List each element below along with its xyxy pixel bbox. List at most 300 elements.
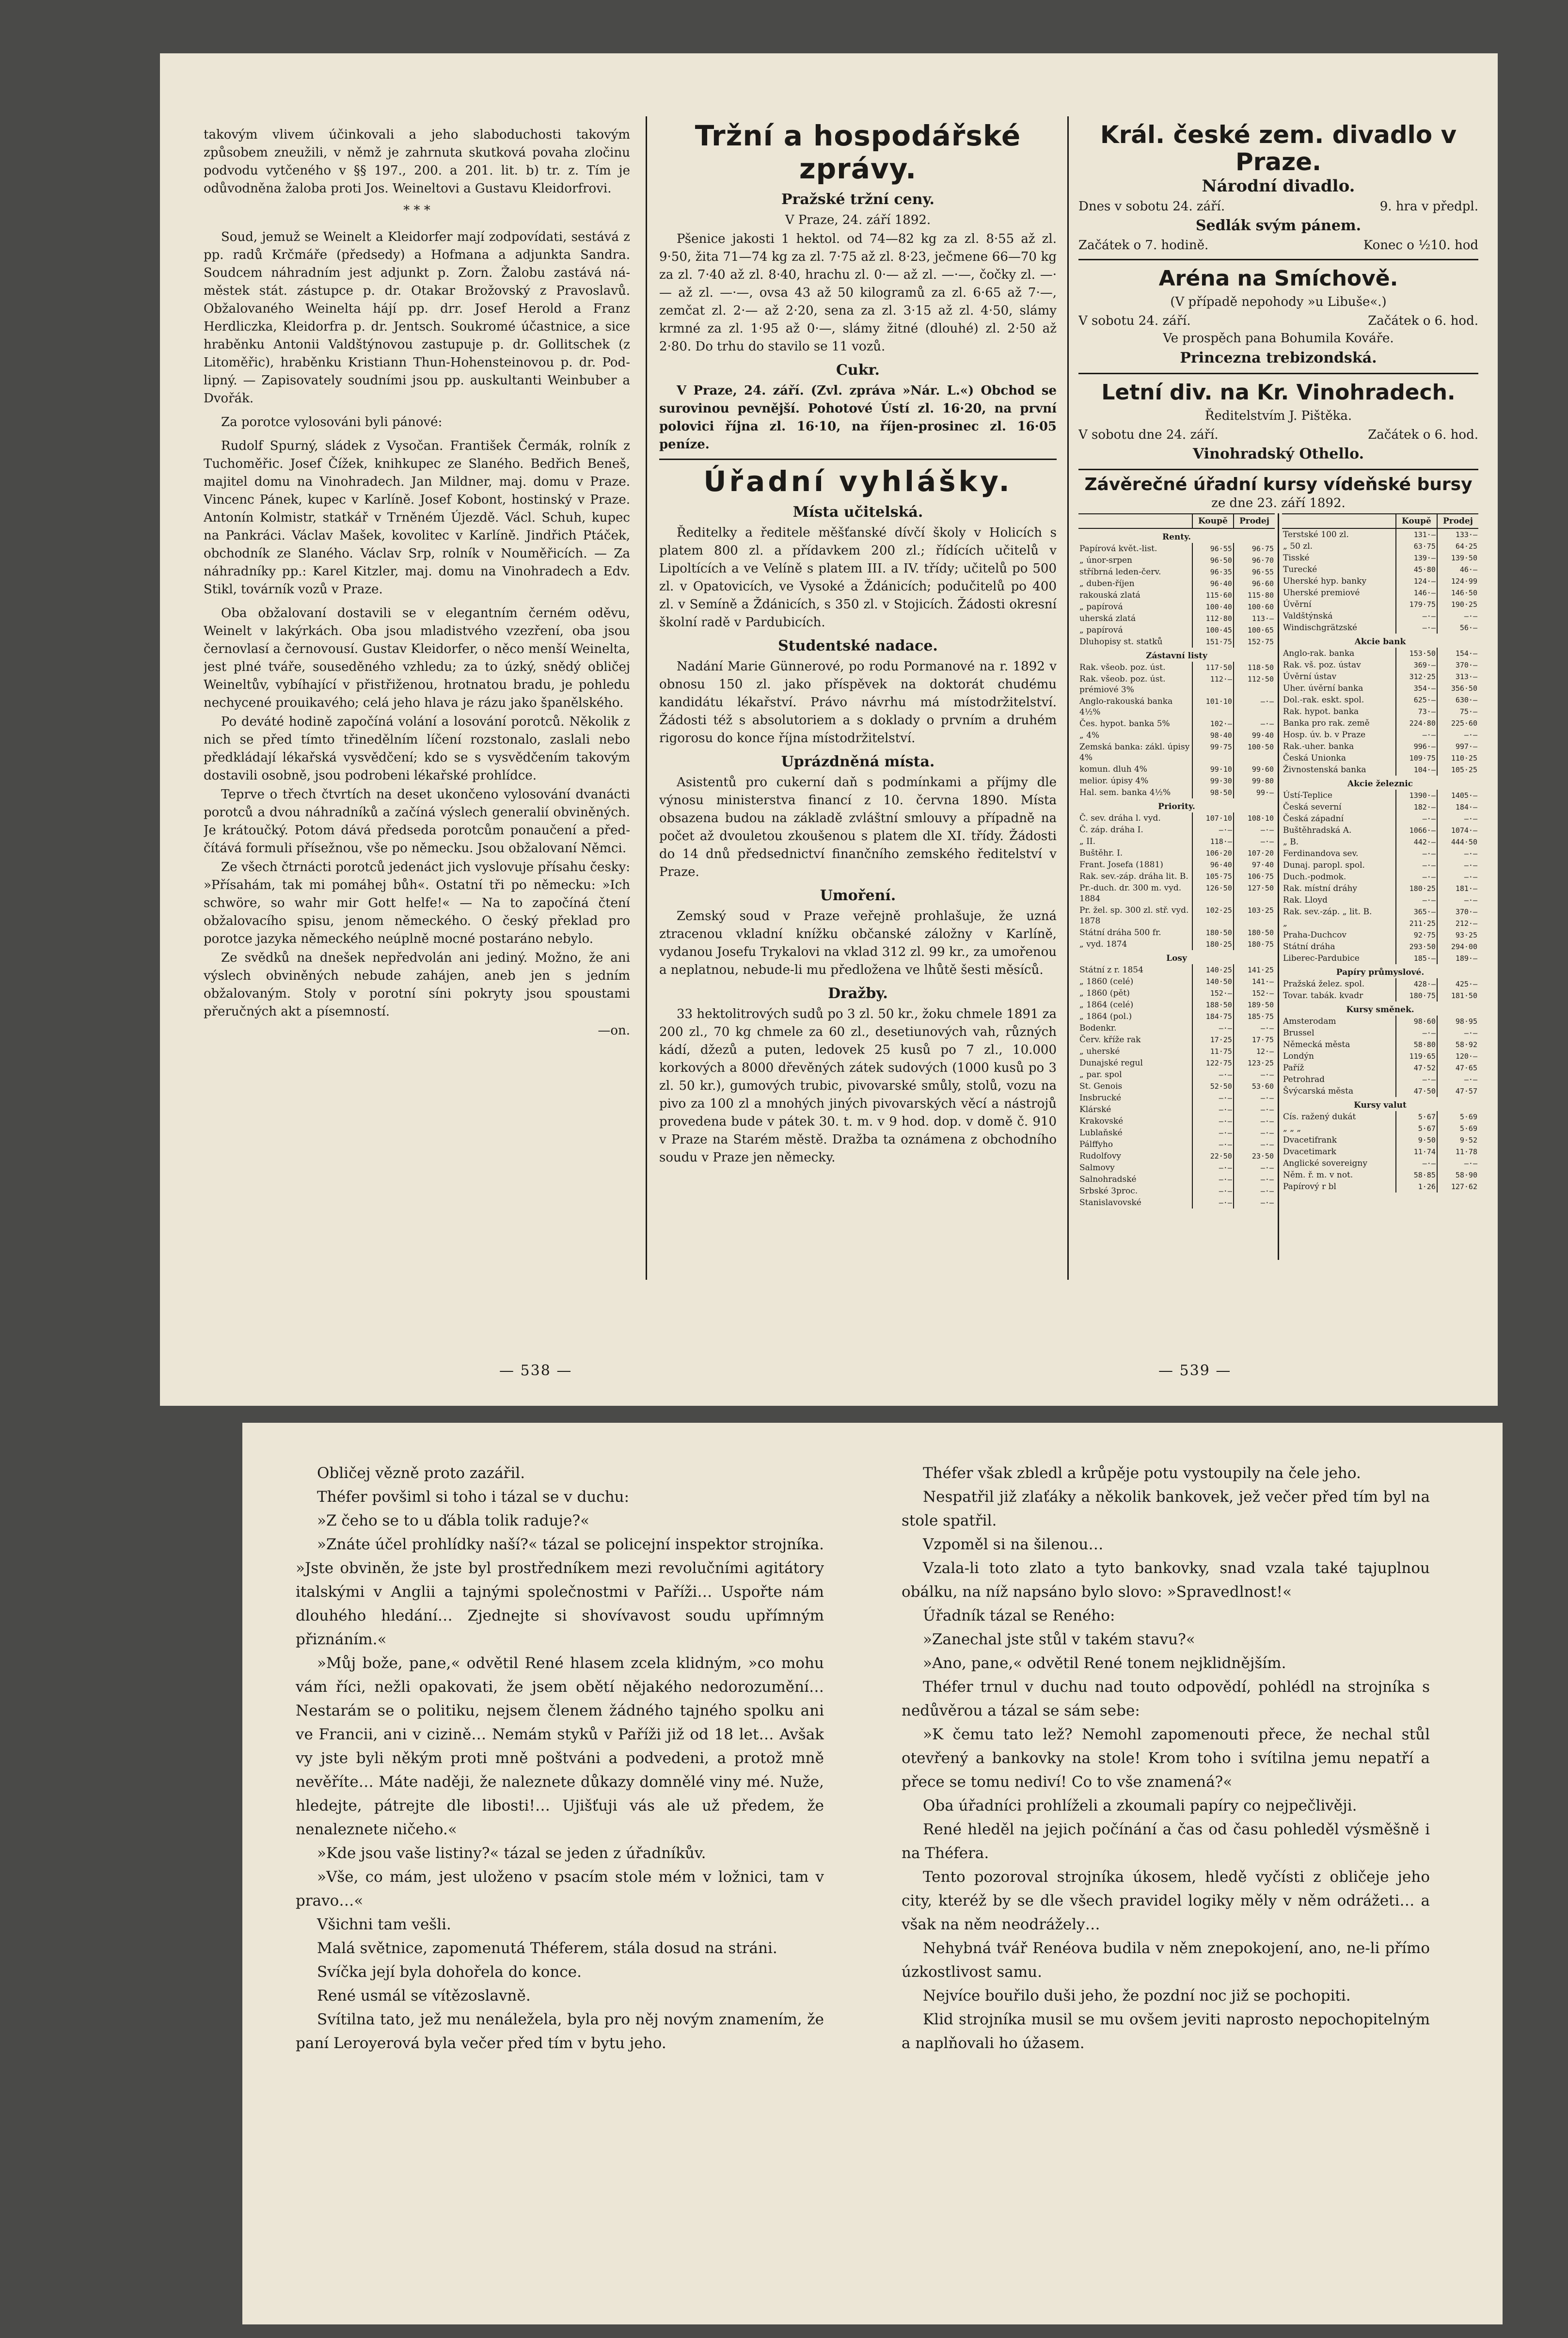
bourse-row (1078, 1046, 1275, 1057)
bourse-row (1078, 1139, 1275, 1150)
sell-price: 99·80 (1234, 775, 1275, 787)
security-name: Amsterodam (1283, 1017, 1336, 1026)
bourse-row (1282, 752, 1478, 764)
bourse-row (1282, 764, 1478, 776)
sell-price: 127·50 (1234, 882, 1275, 905)
bourse-date: ze dne 23. září 1892. (1211, 496, 1346, 510)
bourse-row (1282, 622, 1478, 634)
teacher-posts-heading: Místa učitelská. (792, 504, 923, 521)
buy-price: 117·50 (1192, 662, 1234, 673)
bourse-row (1078, 905, 1275, 927)
bourse-row (1078, 1104, 1275, 1115)
section-stars: * * * (403, 203, 430, 218)
sell-price: 370·— (1437, 906, 1478, 918)
sell-price: 110·25 (1437, 752, 1478, 764)
bourse-row (1282, 1016, 1478, 1027)
bourse-row (1282, 575, 1478, 587)
sell-price: 11·78 (1437, 1146, 1478, 1158)
bourse-row (1078, 566, 1275, 578)
page-number-right: — 539 — (1158, 1362, 1232, 1379)
sell-price: 93·25 (1437, 929, 1478, 941)
novel-paragraph: »Kde jsou vaše listiny?« tázal se jeden z úřadníkův. (317, 1845, 706, 1862)
sell-price: —·— (1234, 1069, 1275, 1081)
bourse-row (1078, 1162, 1275, 1174)
buy-price: 63·75 (1396, 541, 1437, 552)
bourse-row (1282, 1074, 1478, 1085)
sell-price: —·— (1234, 1104, 1275, 1115)
buy-price: —·— (1396, 1027, 1437, 1039)
security-name: Anglo-rak. banka (1283, 649, 1355, 658)
security-name: „ par. spol (1079, 1070, 1122, 1080)
bourse-row (1282, 1027, 1478, 1039)
bourse-table-right: Koupě Prodej Terstské 100 zl. 131·— 133·— „ 50 zl. 63·75 64·25 Tisské 139·— 139·50 Turecké 45·80 46·— Uherské hyp. banky 124·— 124·99 Uherské premiové 146·— 146·50 Úvěrní 179·75 190·25 Valdštýnská —·— —·— Windischgrätzské —·— 56·— Akcie bank Anglo-rak. banka 153·50 154·— Rak. vš. poz. ústav 369·— 370·— Úvěrní ústav 312·25 313·— Uher. úvěrní banka 354·— 356·50 Dol.-rak. eskt. spol. 625·— 630·— Rak. hypot. banka 73·— 75·— Banka pro rak. země 224·80 225·60 Hosp. úv. b. v Praze —·— —·— Rak.-uher. banka 996·— 997·— Česká Unionka 109·75 110·25 Živnostenská banka 104·— 105·25 Akcie železnic Ústí-Teplice 1390·— 1405·— Česká severní 182·— 184·— Česká západní —·— —·— Buštěhradská A. 1066·— 1074·— „ B. 442·— 444·50 Ferdinandova sev. —·— —·— Dunaj. paropl. spol. —·— —·— Duch.-podmok. —·— —·— Rak. místní dráhy 180·25 181·— Rak. Lloyd —·— —·— Rak. sev.-záp. „ lit. B. 365·— 370·— „ 211·25 212·— Praha-Duchcov 92·75 93·25 Státní dráha 293·50 294·00 Liberec-Pardubice 185·— 189·— Papíry průmyslové. Pražská želez. spol. 428·— 425·— Tovar. tabák. kvadr 180·75 181·50 Kursy směnek. Amsterodam 98·60 98·95 Brussel —·— —·— Německá města 58·80 58·92 Londýn 119·65 120·— Paříž 47·52 47·65 Petrohrad —·— —·— Švýcarská města 47·50 47·57 Kursy valut Cís. ražený dukát 5·67 5·69 „ „ „ 5·67 5·69 Dvacetifrank 9·50 9·52 Dvacetimark 11·74 11·78 Anglické sovereigny —·— —·— Něm. ř. m. v not. 58·85 58·90 Papírový r bl 1·26 127·62 (1282, 513, 1478, 1193)
security-name: Krakovské (1079, 1116, 1124, 1126)
sell-price: 12·— (1234, 1046, 1275, 1057)
security-name: Německá města (1283, 1040, 1350, 1050)
bourse-row (1078, 882, 1275, 905)
security-name: „ uherské (1079, 1047, 1120, 1056)
buy-price: 17·25 (1192, 1034, 1234, 1046)
sell-price: 154·— (1437, 648, 1478, 659)
arena-benefit: Ve prospěch pana Bohumila Kováře. (1163, 331, 1394, 346)
security-name: Rak. hypot. banka (1283, 707, 1359, 716)
buy-price: —·— (1396, 1074, 1437, 1085)
buy-price: —·— (1396, 848, 1437, 859)
sell-price: 189·— (1437, 953, 1478, 964)
security-name: Pálffyho (1079, 1140, 1113, 1149)
theatre2-date-row: V sobotu 24. září. Začátek o 6. hod. (1078, 314, 1478, 328)
bourse-row (1282, 587, 1478, 599)
court-report-column (204, 126, 630, 1280)
sell-price: 370·— (1437, 659, 1478, 671)
buy-price: 119·65 (1396, 1050, 1437, 1062)
buy-price: 5·67 (1396, 1111, 1437, 1123)
sell-price: 100·65 (1234, 624, 1275, 636)
buy-price: 122·75 (1192, 1057, 1234, 1069)
bourse-row (1078, 1011, 1275, 1022)
buy-price: 180·50 (1192, 927, 1234, 938)
sell-price: 106·75 (1234, 871, 1275, 882)
bourse-row (1078, 976, 1275, 987)
bourse-row (1282, 610, 1478, 622)
sell-price: 313·— (1437, 671, 1478, 683)
auctions-heading: Dražby. (828, 985, 888, 1002)
bourse-section-row (1078, 528, 1275, 543)
teacher-posts-text: Ředitelky a ředitele měšťanské dívčí školy v Holicích s platem 800 zl. a přídavkem 200 zl.; řídících učitelů v Lipoltících a ve Velíně s platem III. a IV. třídy; učitelů po 500 zl. v Opatovicích, ve Vysoké a Ždánicích; podučitelů po 400 zl. v Semíně a Ždánicích, s 350 zl. v Stojicích. Žádosti okresní školní radě v Pardubicích. (659, 525, 1057, 630)
bourse-row (1078, 1174, 1275, 1185)
buy-price: 124·— (1396, 575, 1437, 587)
security-name: Salnohradské (1079, 1175, 1137, 1184)
bourse-row (1282, 648, 1478, 659)
bourse-row (1282, 929, 1478, 941)
novel-paragraph: Nejvíce bouřilo duši jeho, že pozdní noc již se pochopiti. (923, 1987, 1351, 2004)
buy-price: —·— (1192, 1139, 1234, 1150)
security-name: Brussel (1283, 1028, 1315, 1038)
sell-price: 56·— (1437, 622, 1478, 634)
sell-price: 100·50 (1234, 741, 1275, 763)
buy-price: 131·— (1396, 528, 1437, 541)
bourse-section-label: Priority. (1158, 802, 1195, 811)
buy-price: 5·67 (1396, 1123, 1437, 1134)
security-name: Státní z r. 1854 (1079, 965, 1143, 975)
security-name: Č. sev. dráha l. vyd. (1079, 813, 1161, 823)
buy-price: 126·50 (1192, 882, 1234, 905)
vacant-posts-text: Asistentů pro cukerní daň s podmínkami a příjmy dle výnosu ministerstva financí z 10. června 1890. Místa obsazena budou na základě zvláštní smlouvy a případně na počet až dvouletou zkoušenou s platem dle XI. třídy. Žádosti do 14 dnů předsednictví finančního zemského ředitelství v Praze. (659, 775, 1057, 879)
sell-price: 294·00 (1437, 941, 1478, 953)
buy-price: 105·75 (1192, 871, 1234, 882)
novel-paragraph: Vzpoměl si na šilenou… (923, 1536, 1104, 1553)
bourse-section-label: Akcie železnic (1347, 779, 1413, 789)
bourse-row (1282, 741, 1478, 752)
buy-price: 96·35 (1192, 566, 1234, 578)
security-name: Uher. úvěrní banka (1283, 684, 1363, 693)
buy-price: —·— (1192, 1185, 1234, 1197)
buy-price: 96·50 (1192, 555, 1234, 566)
sell-price: 108·10 (1234, 812, 1275, 824)
market-dateline: V Praze, 24. září 1892. (785, 213, 931, 227)
novel-paragraph: Malá světnice, zapomenutá Théferem, stála dosud na stráni. (317, 1940, 777, 1957)
amortization-heading: Umoření. (820, 887, 896, 904)
sell-price: 99·— (1234, 787, 1275, 798)
security-name: „ papírová (1079, 602, 1123, 612)
security-name: „ papírová (1079, 625, 1123, 635)
buy-price: 211·25 (1396, 918, 1437, 929)
bourse-row (1078, 836, 1275, 847)
bourse-row (1282, 906, 1478, 918)
bourse-title: Závěrečné úřadní kursy vídeňské bursy (1084, 475, 1473, 494)
bourse-row (1282, 894, 1478, 906)
bourse-section-label: Akcie bank (1354, 637, 1406, 647)
col-header-prodej: Prodej (1234, 514, 1275, 528)
buy-price: 99·75 (1192, 741, 1234, 763)
security-name: Lublaňské (1079, 1128, 1123, 1138)
sell-price: 75·— (1437, 706, 1478, 717)
student-foundations-text: Nadání Marie Günnerové, po rodu Pormanové na r. 1892 v obnosu 150 zl. jako příspěvek na doktorát chudému kandidátu lékařství. Právo návrhu má místodržitelství. Žádosti též s absolutoriem a s doklady o prvním a druhém rigorosu do konce října místodržitelství. (659, 659, 1057, 746)
bourse-row (1078, 938, 1275, 950)
buy-price: 140·25 (1192, 964, 1234, 976)
buy-price: 118·— (1192, 836, 1234, 847)
bourse-row (1078, 1127, 1275, 1139)
sell-price: —·— (1234, 1162, 1275, 1174)
bourse-row (1282, 599, 1478, 610)
sell-price: 181·— (1437, 883, 1478, 894)
bourse-row (1282, 801, 1478, 813)
buy-price: 151·75 (1192, 636, 1234, 648)
sell-price: 141·25 (1234, 964, 1275, 976)
sell-price: 105·25 (1437, 764, 1478, 776)
sell-price: 189·50 (1234, 999, 1275, 1011)
buy-price: —·— (1192, 1197, 1234, 1209)
sell-price: 5·69 (1437, 1111, 1478, 1123)
auctions-text: 33 hektolitrových sudů po 3 zl. 50 kr., žoku chmele 1891 za 200 zl., 70 kg chmele za 60 zl., desetiunových vah, různých kádí, džezů a puten, ledovek 25 kusů po 7 zl., 10.000 korkových a 8000 dřevěných zátek sudových (1000 kusů po 3 zl. 50 kr.), gumových trubic, pivovarské smůly, stolů, vozu na pivo za 100 zl a mnohých jiných pivovarských věcí a nástrojů provedena bude v pátek 30. t. m. v 9 hod. dop. v domě č. 910 v Praze na Starém městě. Dražba ta oznámena z obchodního soudu v Praze jen německy. (659, 1007, 1057, 1165)
sell-price: —·— (1234, 718, 1275, 730)
sell-price: —·— (1234, 696, 1275, 718)
sugar-heading: Cukr. (836, 362, 880, 379)
buy-price: 146·— (1396, 587, 1437, 599)
buy-price: —·— (1192, 1092, 1234, 1104)
bourse-row (1078, 555, 1275, 566)
sell-price: 103·25 (1234, 905, 1275, 927)
security-name: Zemská banka: zákl. úpisy 4% (1079, 742, 1190, 763)
security-name: Úvěrní ústav (1283, 672, 1337, 682)
security-name: Windischgrätzské (1283, 623, 1358, 633)
buy-price: 96·40 (1192, 859, 1234, 871)
sell-price: 96·60 (1234, 578, 1275, 589)
buy-price: 1·26 (1396, 1181, 1437, 1193)
sell-price: 127·62 (1437, 1181, 1478, 1193)
buy-price: 102·25 (1192, 905, 1234, 927)
sell-price: 356·50 (1437, 683, 1478, 694)
sell-price: 100·60 (1234, 601, 1275, 613)
sell-price: 444·50 (1437, 836, 1478, 848)
security-name: Čes. hypot. banka 5% (1079, 719, 1170, 729)
sell-price: —·— (1234, 836, 1275, 847)
buy-price: 98·40 (1192, 730, 1234, 741)
buy-price: —·— (1192, 1022, 1234, 1034)
buy-price: —·— (1192, 1115, 1234, 1127)
bourse-row (1282, 1062, 1478, 1074)
buy-price: 180·25 (1396, 883, 1437, 894)
sell-price: 99·60 (1234, 763, 1275, 775)
novel-paragraph: »K čemu tato lež? Nemohl zapomenouti přece, že nechal stůl otevřený a bankovky na stole! Krom toho i svítilna jemu nepatří a přece se tomu nediví! Co to vše znamená?« (902, 1726, 1430, 1791)
sell-price: —·— (1437, 610, 1478, 622)
security-name: melior. úpisy 4% (1079, 776, 1149, 786)
novel-paragraph: Všichni tam vešli. (317, 1916, 451, 1933)
buy-price: 101·10 (1192, 696, 1234, 718)
bourse-row (1078, 871, 1275, 882)
security-name: Česká Unionka (1283, 753, 1346, 763)
security-name: Úvěrní (1283, 600, 1312, 609)
vinohrady-theatre-title: Letní div. na Kr. Vinohradech. (1101, 380, 1456, 405)
sell-price: 53·60 (1234, 1081, 1275, 1092)
security-name: Švýcarská města (1283, 1086, 1354, 1096)
security-name: „ 1860 (celé) (1079, 977, 1134, 986)
security-name: Česká severní (1283, 802, 1342, 812)
bourse-row (1282, 1134, 1478, 1146)
buy-price: 47·50 (1396, 1085, 1437, 1097)
bourse-row (1078, 613, 1275, 624)
security-name: St. Genois (1079, 1082, 1123, 1091)
bourse-row (1282, 1181, 1478, 1193)
bourse-section-row (1282, 964, 1478, 978)
security-name: Turecké (1283, 565, 1317, 574)
buy-price: 185·— (1396, 953, 1437, 964)
security-name: Hal. sem. banka 4½% (1079, 788, 1171, 797)
sell-price: —·— (1437, 1074, 1478, 1085)
sell-price: 64·25 (1437, 541, 1478, 552)
sell-price: 141·— (1234, 976, 1275, 987)
buy-price: 98·50 (1192, 787, 1234, 798)
novel-paragraph: »Můj bože, pane,« odvětil René hlasem zcela klidným, »co mohu vám říci, nežli opakovati, že jsem obětí nějakého nedorozumění… Nestarám se o politiku, nejsem členem žádného tajného spolku ani ve Francii, ani v cizině… Nemám styků v Paříži již od 18 let… Avšak vy jste byli někým proti mně poštváni a podvedeni, a protož mně nevěříte… Máte naději, že naleznete důkazy domnělé viny mé. Nuže, hledejte, pátrejte dle libosti!… Ujišťuji vás ale už předem, že nenaleznete ničeho.« (296, 1654, 824, 1838)
security-name: Rak. vš. poz. ústav (1283, 660, 1361, 670)
novel-paragraph: »Zanechal jste stůl v takém stavu?« (923, 1631, 1195, 1648)
sell-price: 630·— (1437, 694, 1478, 706)
sell-price: 212·— (1437, 918, 1478, 929)
national-theatre-subtitle: Národní divadlo. (1202, 176, 1355, 196)
security-name: Tovar. tabák. kvadr (1283, 991, 1363, 1001)
security-name: Londýn (1283, 1051, 1314, 1061)
buy-price: —·— (1192, 1162, 1234, 1174)
buy-price: —·— (1192, 1104, 1234, 1115)
novel-paragraph: »Vše, co mám, jest uloženo v psacím stole mém v ložnici, tam v pravo…« (296, 1868, 824, 1909)
security-name: Insbrucké (1079, 1093, 1122, 1103)
security-name: „ vyd. 1874 (1079, 939, 1127, 949)
bourse-row (1078, 624, 1275, 636)
buy-price: 73·— (1396, 706, 1437, 717)
bourse-row (1282, 729, 1478, 741)
security-name: „ II. (1079, 837, 1096, 846)
bourse-row (1282, 694, 1478, 706)
market-news-title: Tržní a hospodářské zprávy. (695, 119, 1021, 185)
security-name: Státní dráha 500 fr. (1079, 928, 1161, 938)
bourse-row (1282, 836, 1478, 848)
sell-price: —·— (1234, 1022, 1275, 1034)
bourse-row (1078, 578, 1275, 589)
bourse-row (1078, 1115, 1275, 1127)
col-header-koupe: Koupě (1192, 514, 1234, 528)
theatre1-time-row: Začátek o 7. hodině. Konec o ½10. hod (1078, 238, 1478, 253)
bourse-row (1282, 883, 1478, 894)
bourse-row (1282, 978, 1478, 990)
theatre3-date-row: V sobotu dne 24. září. Začátek o 6. hod. (1078, 428, 1478, 442)
bourse-row (1078, 589, 1275, 601)
bourse-table-left (1078, 513, 1275, 1209)
sell-price: —·— (1234, 1139, 1275, 1150)
section-rule (659, 459, 1057, 460)
security-name: „ B. (1283, 837, 1299, 847)
sell-price: 184·— (1437, 801, 1478, 813)
bourse-row (1282, 552, 1478, 564)
security-name: Rudolfovy (1079, 1151, 1122, 1161)
bourse-row (1282, 1085, 1478, 1097)
bourse-row (1282, 717, 1478, 729)
bourse-row (1282, 1123, 1478, 1134)
bourse-row (1078, 927, 1275, 938)
novel-paragraph: Svíčka její byla dohořela do konce. (317, 1963, 582, 1981)
buy-price: —·— (1192, 1174, 1234, 1185)
market-notices-column (659, 116, 1057, 1280)
novel-column-right (902, 1462, 1430, 2305)
novel-paragraph: René hleděl na jejich počínání a čas od času pohleděl výsměšně i na Théfera. (902, 1821, 1430, 1862)
security-name: „ 50 zl. (1283, 541, 1313, 551)
buy-price: 153·50 (1396, 648, 1437, 659)
security-name: Ferdinandova sev. (1283, 849, 1359, 859)
security-name: Duch.-podmok. (1283, 872, 1346, 882)
sell-price: —·— (1234, 1127, 1275, 1139)
sell-price: 185·75 (1234, 1011, 1275, 1022)
security-name: Rak. místní dráhy (1283, 884, 1358, 893)
security-name: Praha-Duchcov (1283, 930, 1346, 940)
security-name: Banka pro rak. země (1283, 718, 1370, 728)
buy-price: 109·75 (1396, 752, 1437, 764)
security-name: Frant. Josefa (1881) (1079, 860, 1163, 870)
buy-price: —·— (1396, 894, 1437, 906)
sell-price: 123·25 (1234, 1057, 1275, 1069)
security-name: Dvacetifrank (1283, 1135, 1337, 1145)
sell-price: 23·50 (1234, 1150, 1275, 1162)
official-notices-title: Úřadní vyhlášky. (703, 465, 1013, 498)
security-name: Stanislavovské (1079, 1198, 1141, 1208)
security-name: „ duben-říjen (1079, 579, 1135, 588)
vacant-posts-heading: Uprázdněná místa. (781, 753, 935, 770)
security-name: Srbské 3proc. (1079, 1186, 1138, 1196)
security-name: Tisské (1283, 553, 1310, 563)
buy-price: 365·— (1396, 906, 1437, 918)
sell-price: —·— (1234, 824, 1275, 836)
buy-price: 428·— (1396, 978, 1437, 990)
sugar-report: V Praze, 24. září. (Zvl. zpráva »Nár. L.«) Obchod se surovinou pevnější. Pohotové Ústí zl. 16·20, na první polovici října zl. 16·10, na říjen-prosinec zl. 16·05 peníze. (659, 383, 1057, 452)
theatre3-play: Vinohradský Othello. (1192, 445, 1364, 462)
bourse-section-row (1282, 1097, 1478, 1111)
sell-price: 98·95 (1437, 1016, 1478, 1027)
bourse-row (1078, 775, 1275, 787)
security-name: Rak. Lloyd (1283, 895, 1328, 905)
bourse-row (1078, 741, 1275, 763)
bourse-row (1078, 859, 1275, 871)
arena-weather-note: (V případě nepohody »u Libuše«.) (1170, 295, 1387, 309)
novel-paragraph: Obličej vězně proto zazářil. (317, 1464, 525, 1482)
bourse-tables (1078, 513, 1478, 1270)
buy-price: —·— (1396, 610, 1437, 622)
buy-price: 22·50 (1192, 1150, 1234, 1162)
buy-price: 152·— (1192, 987, 1234, 999)
bourse-row (1078, 1022, 1275, 1034)
buy-price: 106·20 (1192, 847, 1234, 859)
bourse-row (1078, 824, 1275, 836)
sell-price: 58·90 (1437, 1169, 1478, 1181)
buy-price: 140·50 (1192, 976, 1234, 987)
sell-price: 124·99 (1437, 575, 1478, 587)
smichov-arena-title: Aréna na Smíchově. (1158, 266, 1398, 291)
novel-paragraph: Klid strojníka musil se mu ovšem jeviti naprosto nepochopitelným a naplňovali ho úžasem. (902, 2011, 1430, 2052)
buy-price: 139·— (1396, 552, 1437, 564)
security-name: Rak. sev.-záp. dráha lit. B. (1079, 872, 1188, 881)
sell-price: 113·— (1234, 613, 1275, 624)
buy-price: 182·— (1396, 801, 1437, 813)
court-paragraph-6: Po deváté hodině započíná volání a losování porotců. Několik z nich se před tímto třinedělním líčení rozstonalo, zaslali nebo předkládají lékařská vysvědčení; kdo se s vysvědčením takovým dostavili osobně, jsou podrobeni lékařské prohlídce. (204, 715, 630, 783)
buy-price: 9·50 (1396, 1134, 1437, 1146)
court-paragraph-1: takovým vlivem účinkovali a jeho slaboduchosti takovým způsobem zneužili, v němž je zahrnuta skutková povaha zločinu podvodu vytčeného v §§ 197., 200. a 201. lit. b) tr. z. Tím je odůvodněna žaloba proti Jos. Weineltovi a Gustavu Kleidorfrovi. (204, 127, 630, 196)
security-name: Č. záp. dráha I. (1079, 825, 1143, 835)
buy-price: 99·30 (1192, 775, 1234, 787)
buy-price: 184·75 (1192, 1011, 1234, 1022)
bourse-row (1078, 673, 1275, 696)
sell-price: —·— (1437, 729, 1478, 741)
sell-price: 5·69 (1437, 1123, 1478, 1134)
buy-price: —·— (1396, 1158, 1437, 1169)
court-paragraph-3: Za porotce vylosováni byli pánové: (221, 415, 443, 429)
sell-price: 997·— (1437, 741, 1478, 752)
buy-price: —·— (1192, 1069, 1234, 1081)
buy-price: 100·45 (1192, 624, 1234, 636)
sell-price: 112·50 (1234, 673, 1275, 696)
bourse-row (1282, 1158, 1478, 1169)
novel-column-left (296, 1462, 824, 2305)
security-name: Pr. žel. sp. 300 zl. stř. vyd. 1878 (1079, 906, 1189, 926)
sell-price: —·— (1437, 894, 1478, 906)
theatre1-date-row: Dnes v sobotu 24. září. 9. hra v předpl. (1078, 199, 1478, 214)
bourse-row (1078, 1034, 1275, 1046)
buy-price: 625·— (1396, 694, 1437, 706)
national-theatre-title: Král. české zem. divadlo v Praze. (1100, 121, 1457, 176)
security-name: Ústí-Teplice (1283, 791, 1332, 800)
bourse-row (1282, 813, 1478, 825)
bourse-row (1078, 1092, 1275, 1104)
sell-price: —·— (1234, 1185, 1275, 1197)
theatre-bourse-column (1078, 116, 1478, 1289)
court-paragraph-7: Teprve o třech čtvrtích na deset ukončeno vylosování dvanácti porotců a dvou náhradníků a začíná výslech generalií obviněných. Je krátoučký. Potom dává předseda porotcům ponaučení a předčítává formuli přísežnou, vše po německu. Jsou obžalovaní Němci. (204, 787, 630, 856)
theatre3-director: Ředitelstvím J. Pištěka. (1204, 409, 1352, 423)
